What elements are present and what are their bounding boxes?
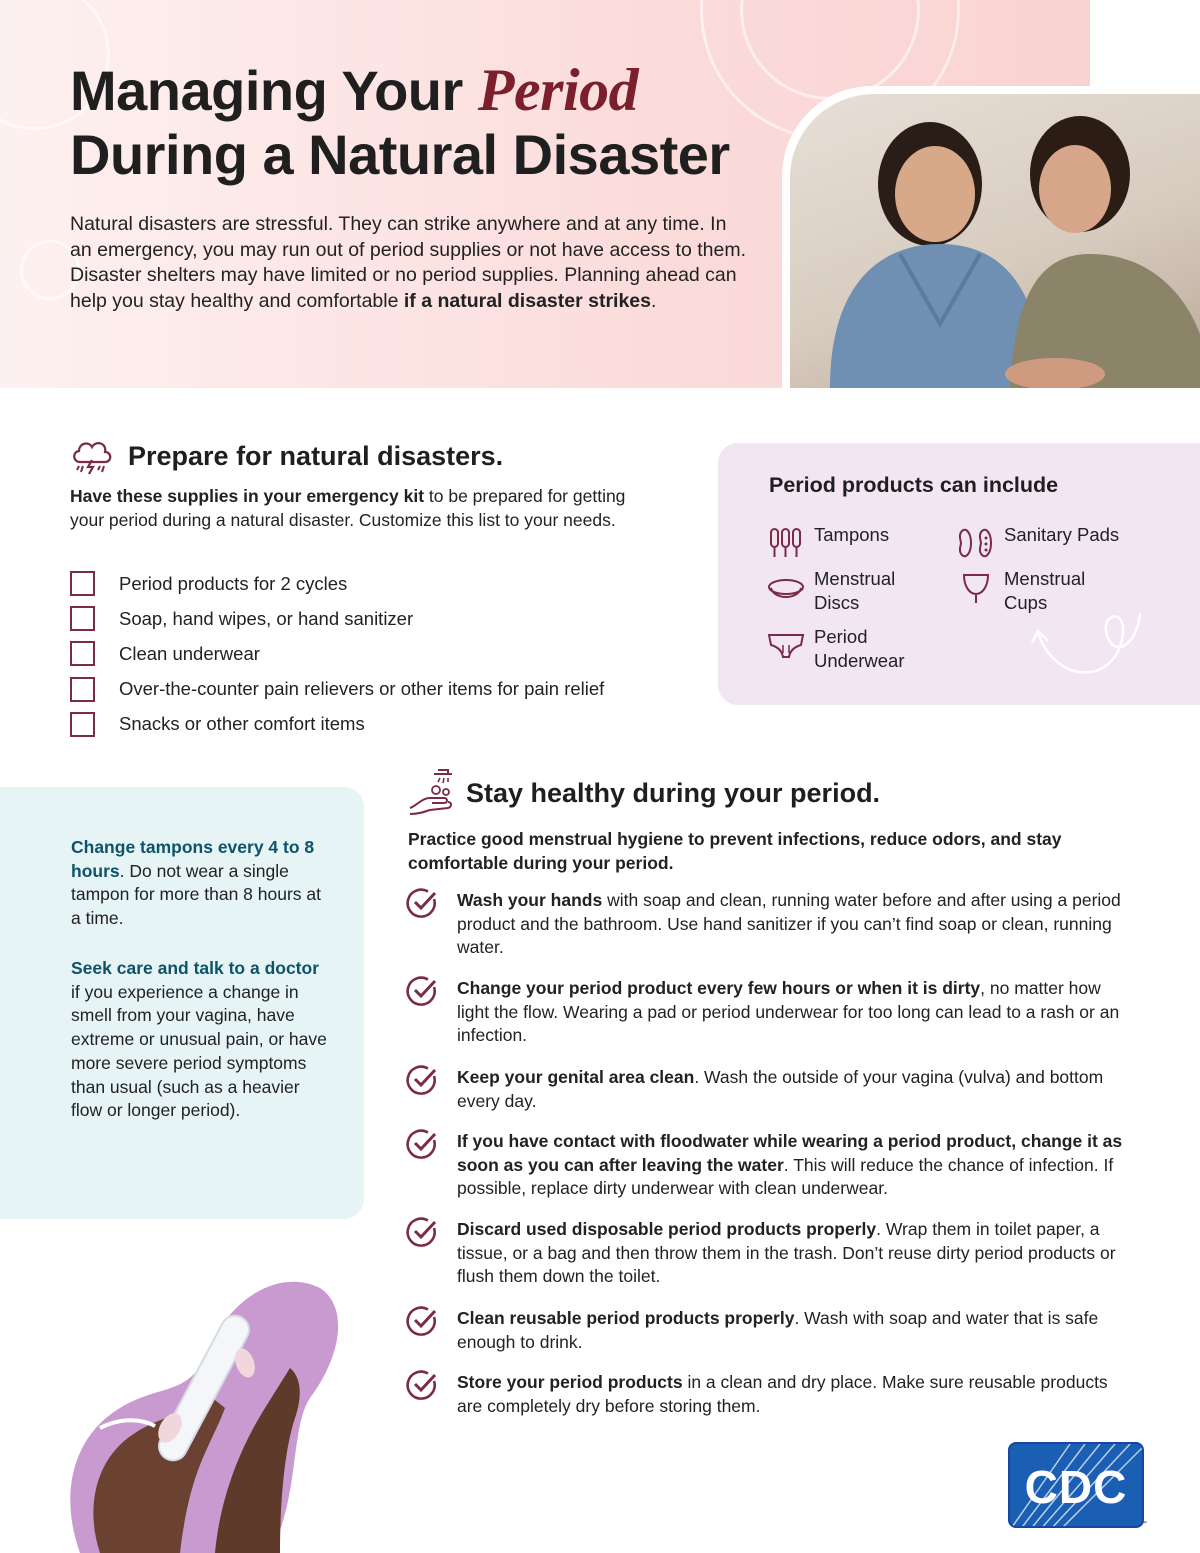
product-label-line: Underwear bbox=[814, 650, 905, 671]
health-title: Stay healthy during your period. bbox=[466, 777, 881, 808]
checklist-item[interactable] bbox=[70, 636, 604, 671]
prepare-desc-rest: to be prepared for getting your period during a natural disaster. Customize this list to your needs. bbox=[70, 486, 626, 530]
sidebox-highlight: Seek care and talk to a doctor bbox=[71, 958, 320, 978]
tip-bold: Keep your genital area clean bbox=[457, 1067, 695, 1087]
period-underwear-icon bbox=[766, 625, 806, 665]
menstrual-cup-icon bbox=[956, 567, 996, 607]
tip-bold: Store your period products bbox=[457, 1372, 683, 1392]
sidebox-text: if you experience a change in smell from your vagina, have extreme or unusual pain, or have more severe period symptoms than usual (such as a heavier flow or longer period). bbox=[71, 981, 327, 1121]
menstrual-disc-icon bbox=[766, 567, 806, 607]
product-menstrual-discs bbox=[766, 567, 895, 615]
trademark: ™ bbox=[1141, 1521, 1147, 1527]
women-photo bbox=[782, 86, 1200, 388]
product-label: Tampons bbox=[814, 524, 890, 545]
handwashing-icon bbox=[408, 768, 460, 818]
prepare-heading bbox=[70, 436, 503, 476]
checkbox[interactable] bbox=[70, 606, 95, 631]
intro-paragraph bbox=[70, 212, 750, 314]
product-period-underwear bbox=[766, 625, 905, 673]
tip-item bbox=[406, 1218, 1136, 1289]
tip-text bbox=[457, 1307, 1129, 1354]
products-heading: Period products can include bbox=[769, 473, 1059, 497]
page-title bbox=[70, 58, 730, 187]
tip-bold: Wash your hands bbox=[457, 890, 603, 910]
sanitary-pads-icon bbox=[956, 523, 996, 563]
prepare-title: Prepare for natural disasters. bbox=[128, 440, 504, 471]
checkbox[interactable] bbox=[70, 571, 95, 596]
cdc-logo bbox=[1008, 1442, 1144, 1528]
checklist-item[interactable] bbox=[70, 672, 604, 707]
check-circle-icon bbox=[406, 1128, 439, 1161]
tip-rest: . Wrap them in toilet paper, a tissue, or a bag and then throw them in the trash. Don’t reuse dirty period products or flush them down the toilet. bbox=[457, 1219, 1116, 1287]
tip-text bbox=[457, 1218, 1129, 1289]
sidebox-text: . Do not wear a single tampon for more than 8 hours at a time. bbox=[71, 860, 321, 929]
checkbox[interactable] bbox=[70, 677, 95, 702]
hands-tampon-image bbox=[40, 1268, 370, 1553]
checklist-label: Snacks or other comfort items bbox=[119, 713, 365, 735]
check-circle-icon bbox=[406, 1369, 439, 1402]
health-description: Practice good menstrual hygiene to prevent infections, reduce odors, and stay comfortable during your period. bbox=[408, 829, 1062, 873]
sidebox-paragraph-1 bbox=[71, 836, 331, 931]
tip-text bbox=[457, 977, 1129, 1048]
tip-item bbox=[406, 1066, 1136, 1113]
period-products-box bbox=[718, 443, 1200, 705]
checklist-label: Period products for 2 cycles bbox=[119, 572, 348, 594]
tip-bold: Clean reusable period products properly bbox=[457, 1308, 795, 1328]
title-line-2: During a Natural Disaster bbox=[70, 123, 730, 186]
check-circle-icon bbox=[406, 887, 439, 920]
check-circle-icon bbox=[406, 1305, 439, 1338]
checklist-item[interactable] bbox=[70, 707, 604, 742]
tip-rest: . Wash with soap and water that is safe enough to drink. bbox=[457, 1308, 1099, 1352]
intro-text: Natural disasters are stressful. They can strike anywhere and at any time. In an emergency, you may run out of period supplies or not have access to them. Disaster shelters may have limited or no period supplies. Planning ahead can help you stay healthy and comfortable bbox=[70, 213, 747, 312]
tip-item bbox=[406, 1307, 1136, 1354]
sidebox-paragraph-2 bbox=[71, 957, 331, 1123]
tip-text bbox=[457, 1066, 1129, 1113]
tip-text bbox=[457, 1371, 1129, 1418]
product-label bbox=[814, 625, 905, 673]
tip-text bbox=[457, 1130, 1129, 1201]
tip-item bbox=[406, 1130, 1136, 1201]
checklist-label: Over-the-counter pain relievers or other items for pain relief bbox=[119, 678, 605, 700]
tip-bold: Discard used disposable period products properly bbox=[457, 1219, 877, 1239]
product-label-line: Menstrual bbox=[1004, 568, 1086, 589]
tip-item bbox=[406, 889, 1136, 960]
tips-sidebox bbox=[0, 787, 364, 1219]
tip-bold: If you have contact with floodwater while wearing a period product, change it as soon as you can after leaving the water bbox=[457, 1131, 1123, 1175]
product-label bbox=[814, 567, 895, 615]
title-accent: Period bbox=[477, 57, 639, 123]
decorative-swirl bbox=[1028, 593, 1148, 693]
check-circle-icon bbox=[406, 1064, 439, 1097]
product-label-line: Discs bbox=[814, 592, 860, 613]
product-label-line: Cups bbox=[1004, 592, 1048, 613]
storm-cloud-icon bbox=[70, 436, 114, 476]
tip-rest: in a clean and dry place. Make sure reusable products are completely dry before storing them. bbox=[457, 1372, 1108, 1416]
product-label-line: Menstrual bbox=[814, 568, 896, 589]
product-label-line: Period bbox=[814, 626, 868, 647]
sidebox-highlight: Change tampons every 4 to 8 hours bbox=[71, 837, 315, 881]
tip-bold: Change your period product every few hours or when it is dirty bbox=[457, 978, 981, 998]
prepare-description bbox=[70, 484, 660, 532]
tampons-icon bbox=[766, 523, 806, 563]
title-text: Managing Your bbox=[70, 59, 478, 122]
checklist-item[interactable] bbox=[70, 566, 604, 601]
checkbox[interactable] bbox=[70, 712, 95, 737]
health-heading bbox=[408, 768, 880, 818]
tip-rest: with soap and clean, running water before and after using a period product and the bathroom. Use hand sanitizer if you can’t find soap or clean, running water. bbox=[457, 890, 1121, 958]
check-circle-icon bbox=[406, 1216, 439, 1249]
photo-illustration bbox=[790, 94, 1200, 388]
checkbox[interactable] bbox=[70, 641, 95, 666]
tip-text bbox=[457, 889, 1129, 960]
intro-end: . bbox=[651, 289, 657, 312]
intro-bold: if a natural disaster strikes bbox=[403, 289, 651, 312]
check-circle-icon bbox=[406, 975, 439, 1008]
product-tampons bbox=[766, 523, 889, 563]
tip-rest: . This will reduce the chance of infection. If possible, replace dirty underwear with clean underwear. bbox=[457, 1154, 1114, 1199]
product-label: Sanitary Pads bbox=[1004, 524, 1120, 545]
product-sanitary-pads bbox=[956, 523, 1119, 563]
checklist-label: Clean underwear bbox=[119, 642, 260, 664]
cdc-logo-text: CDC bbox=[1024, 1461, 1128, 1513]
tip-rest: . Wash the outside of your vagina (vulva) and bottom every day. bbox=[457, 1067, 1104, 1111]
checklist-item[interactable] bbox=[70, 601, 604, 636]
prepare-desc-bold: Have these supplies in your emergency kit bbox=[70, 486, 425, 506]
tip-item bbox=[406, 1371, 1136, 1418]
checklist-label: Soap, hand wipes, or hand sanitizer bbox=[119, 607, 414, 629]
tip-item bbox=[406, 977, 1136, 1048]
tip-rest: , no matter how light the flow. Wearing a pad or period underwear for too long can lead to a rash or an infection. bbox=[457, 978, 1120, 1046]
supplies-checklist bbox=[70, 566, 604, 742]
